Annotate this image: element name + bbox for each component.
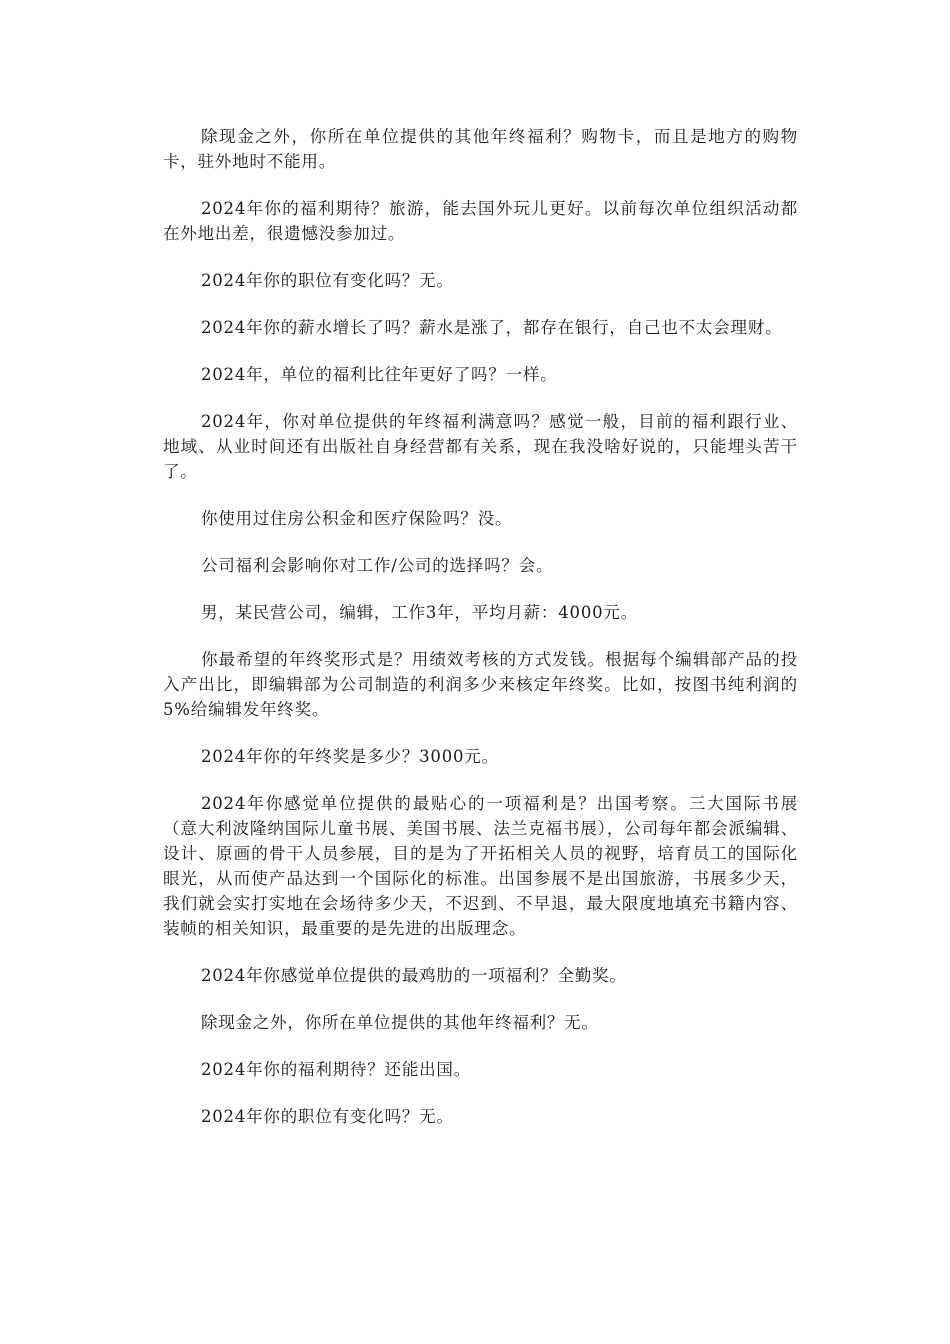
paragraph: 2024年你感觉单位提供的最贴心的一项福利是？出国考察。三大国际书展（意大利波隆纳国际儿童书展、美国书展、法兰克福书展），公司每年都会派编辑、设计、原画的骨干人员参展，目的是为了开拓相关人员的视野，培育员工的国际化眼光，从而使产品达到一个国际化的标准。出国参展不是出国旅游，书展多少天，我们就会实打实地在会场待多少天，不迟到、不早退，最大限度地填充书籍内容、装帧的相关知识，最重要的是先进的出版理念。 [163,794,798,938]
paragraph: 2024年你的薪水增长了吗？薪水是涨了，都存在银行，自己也不太会理财。 [200,318,783,337]
document-body [163,124,798,1151]
paragraph: 2024年，单位的福利比往年更好了吗？一样。 [200,365,558,384]
paragraph: 公司福利会影响你对工作/公司的选择吗？会。 [200,556,554,575]
paragraph: 2024年你感觉单位提供的最鸡肋的一项福利？全勤奖。 [200,966,627,985]
paragraph: 男，某民营公司，编辑，工作3年，平均月薪：4000元。 [200,603,639,622]
paragraph: 2024年，你对单位提供的年终福利满意吗？感觉一般，目前的福利跟行业、地域、从业时间还有出版社自身经营都有关系，现在我没啥好说的，只能埋头苦干了。 [163,412,798,481]
paragraph: 2024年你的职位有变化吗？无。 [200,271,454,290]
paragraph: 你最希望的年终奖形式是？用绩效考核的方式发钱。根据每个编辑部产品的投入产出比，即编辑部为公司制造的利润多少来核定年终奖。比如，按图书纯利润的5%给编辑发年终奖。 [163,650,798,719]
paragraph: 2024年你的福利期待？旅游，能去国外玩儿更好。以前每次单位组织活动都在外地出差，很遗憾没参加过。 [163,199,798,243]
paragraph: 除现金之外，你所在单位提供的其他年终福利？购物卡，而且是地方的购物卡，驻外地时不能用。 [163,127,798,171]
paragraph: 你使用过住房公积金和医疗保险吗？没。 [200,509,513,528]
paragraph: 2024年你的福利期待？还能出国。 [200,1060,472,1079]
paragraph: 2024年你的职位有变化吗？无。 [200,1107,454,1126]
paragraph: 2024年你的年终奖是多少？3000元。 [200,747,499,766]
paragraph: 除现金之外，你所在单位提供的其他年终福利？无。 [200,1013,599,1032]
